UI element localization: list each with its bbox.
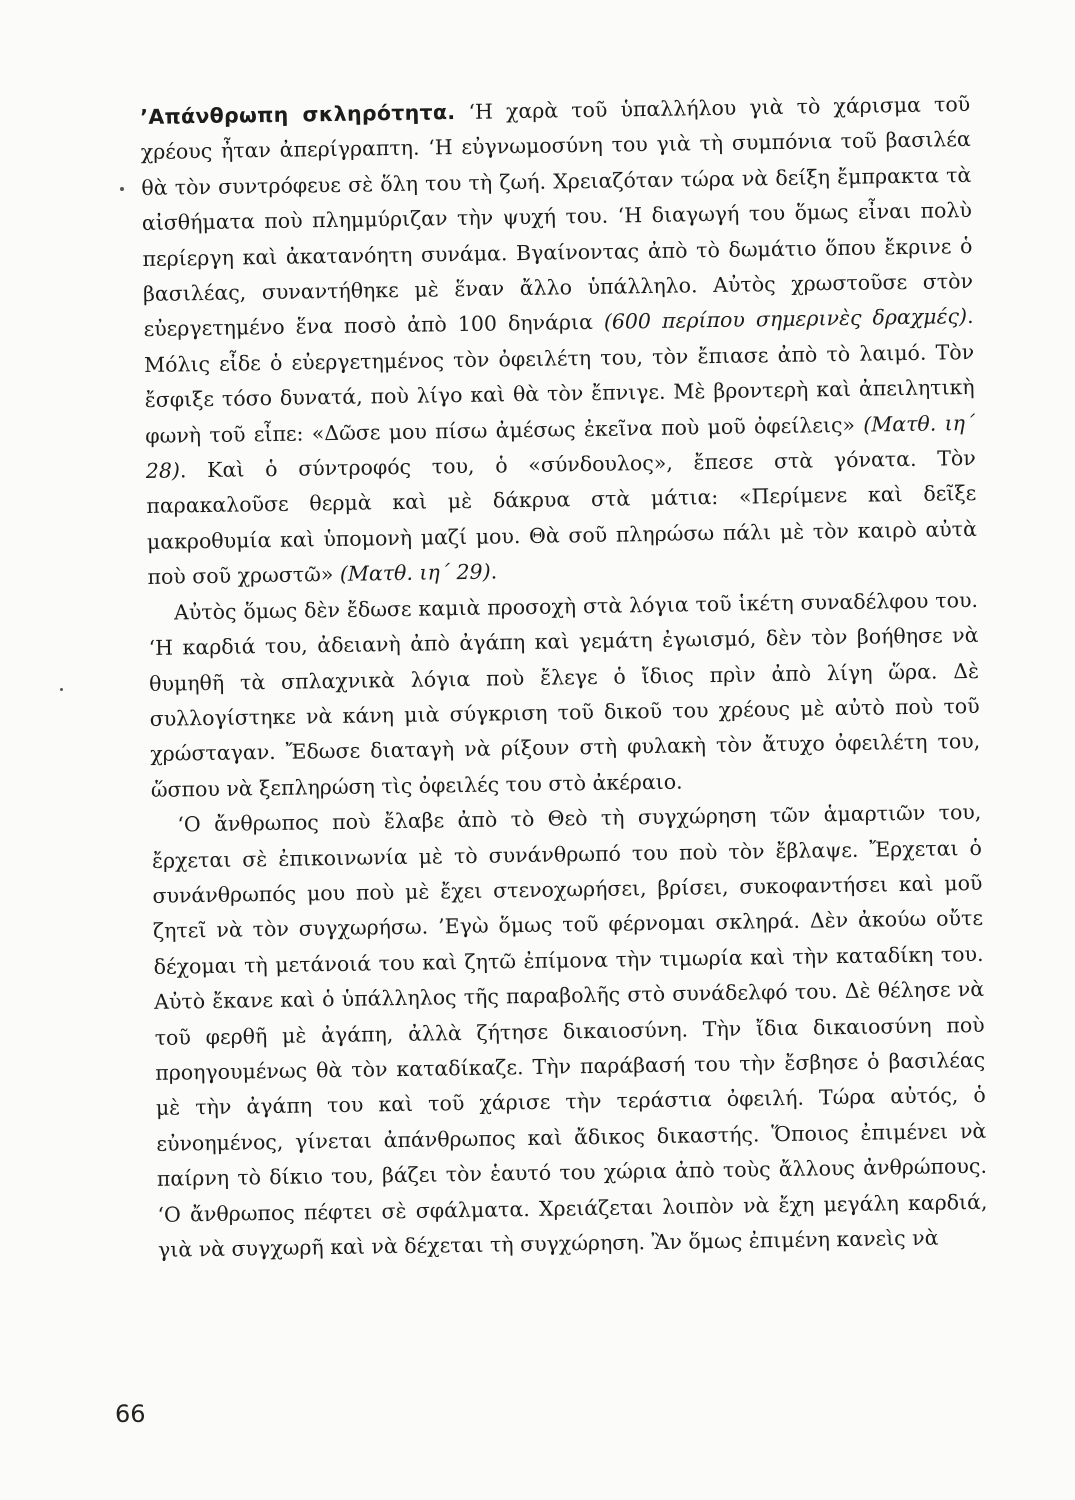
paragraph-1-text-b: . Μόλις εἶδε ὁ εὐεργετημένος τὸν ὀφειλέτη του, τὸν ἔπιασε ἀπὸ τὸ λαιμό. Τὸν ἔσφιξε τόσο δυνατά, ποὺ λίγο καὶ θὰ τὸν ἔπνιγε. Μὲ βροντερὴ καὶ ἀπειλητικὴ φωνὴ τοῦ εἶπε: «Δῶσε μου πίσω ἀμέσως ἐκεῖνα ποὺ μοῦ ὀφείλεις» [143,304,975,448]
paragraph-1 [140,87,978,596]
paragraph-1-text-d: . [490,559,498,584]
paragraph-1-text-a: ‘Η χαρὰ τοῦ ὑπαλλήλου γιὰ τὸ χάρισμα τοῦ χρέους ἦταν ἀπερίγραπτη. ‘Η εὐγνωμοσύνη του γιὰ τὴ συμπόνια τοῦ βασιλέα θὰ τὸν συντρόφευε σὲ ὅλη του τὴ ζωή. Χρειαζόταν τώρα νὰ δείξη ἔμπρακτα τὰ αἰσθήματα ποὺ πλημμύριζαν τὴν ψυχή του. ‘Η διαγωγή του ὅμως εἶναι πολὺ περίεργη καὶ ἀκατανόητη συνάμα. Βγαίνοντας ἀπὸ τὸ δωμάτιο ὅπου ἔκρινε ὁ βασιλέας, συναντήθηκε μὲ ἕναν ἄλλο ὑπάλληλο. Αὐτὸς χρωστοῦσε στὸν εὐεργετημένο ἕνα ποσὸ ἀπὸ 100 δηνάρια [140,91,974,342]
section-heading: ’Απάνθρωπη σκληρότητα. [140,100,456,129]
page-number: 66 [115,1400,146,1428]
paragraph-1-citation-1: (Ματθ. ιη΄ 28) [145,410,976,484]
scan-speck [120,187,124,191]
paragraph-1-italic-note: (600 περίπου σημερινὲς δραχμές) [603,304,968,335]
paragraph-1-citation-2: (Ματθ. ιη΄ 29) [339,559,491,587]
body-text [140,87,988,1268]
paragraph-3: ‘Ο ἄνθρωπος ποὺ ἔλαβε ἀπὸ τὸ Θεὸ τὴ συγχώρηση τῶν ἁμαρτιῶν του, ἔρχεται σὲ ἐπικοινωνία μὲ τὸ συνάνθρωπό του ποὺ τὸν ἔβλαψε. Ἔρχεται ὁ συνάνθρωπός μου ποὺ μὲ ἔχει στενοχωρήσει, βρίσει, συκοφαντήσει καὶ μοῦ ζητεῖ νὰ τὸν συγχωρήσω. ’Εγὼ ὅμως τοῦ φέρνομαι σκληρά. Δὲν ἀκούω οὔτε δέχομαι τὴ μετάνοιά του καὶ ζητῶ ἐπίμονα τὴν τιμωρία καὶ τὴν καταδίκη του. Αὐτὸ ἔκανε καὶ ὁ ὑπάλληλος τῆς παραβολῆς στὸ συνάδελφό του. Δὲ θέλησε νὰ τοῦ φερθῆ μὲ ἀγάπη, ἀλλὰ ζήτησε δικαιοσύνη. Τὴν ἴδια δικαιοσύνη ποὺ προηγουμένως θὰ τὸν καταδίκαζε. Τὴν παράβασή του τὴν ἔσβησε ὁ βασιλέας μὲ τὴν ἀγάπη του καὶ τοῦ χάρισε τὴν τεράστια ὀφειλή. Τώρα αὐτός, ὁ εὐνοημένος, γίνεται ἀπάνθρωπος καὶ ἄδικος δικαστής. Ὅποιος ἐπιμένει νὰ παίρνη τὸ δίκιο του, βάζει τὸν ἑαυτό του χώρια ἀπὸ τοὺς ἄλλους ἀνθρώπους. ‘Ο ἄνθρωπος πέφτει σὲ σφάλματα. Χρειάζεται λοιπὸν νὰ ἔχη μεγάλη καρδιά, γιὰ νὰ συγχωρῆ καὶ νὰ δέχεται τὴ συγχώρηση. Ἂν ὅμως ἐπιμένη κανεὶς νὰ [151,799,988,1262]
paragraph-2: Αὐτὸς ὅμως δὲν ἔδωσε καμιὰ προσοχὴ στὰ λόγια τοῦ ἱκέτη συναδέλφου του. ‘Η καρδιά του, ἀδειανὴ ἀπὸ ἀγάπη καὶ γεμάτη ἐγωισμό, δὲν τὸν βοήθησε νὰ θυμηθῆ τὰ σπλαχνικὰ λόγια ποὺ ἔλεγε ὁ ἴδιος πρὶν ἀπὸ λίγη ὥρα. Δὲ συλλογίστηκε νὰ κάνη μιὰ σύγκριση τοῦ δικοῦ του χρέους μὲ αὐτὸ ποὺ τοῦ χρώσταγαν. Ἔδωσε διαταγὴ νὰ ρίξουν στὴ φυλακὴ τὸν ἄτυχο ὀφειλέτη του, ὥσπου νὰ ξεπληρώση τὶς ὀφειλές του στὸ ἀκέραιο. [148,587,981,802]
scan-speck [60,688,63,691]
paragraph-1-text-c: . Καὶ ὁ σύντροφός του, ὁ «σύνδουλος», ἔπεσε στὰ γόνατα. Τὸν παρακαλοῦσε θερμὰ καὶ μὲ δάκρυα στὰ μάτια: «Περίμενε καὶ δεῖξε μακροθυμία καὶ ὑπομονὴ μαζί μου. Θὰ σοῦ πληρώσω πάλι μὲ τὸν καιρὸ αὐτὰ ποὺ σοῦ χρωστῶ» [146,445,978,590]
